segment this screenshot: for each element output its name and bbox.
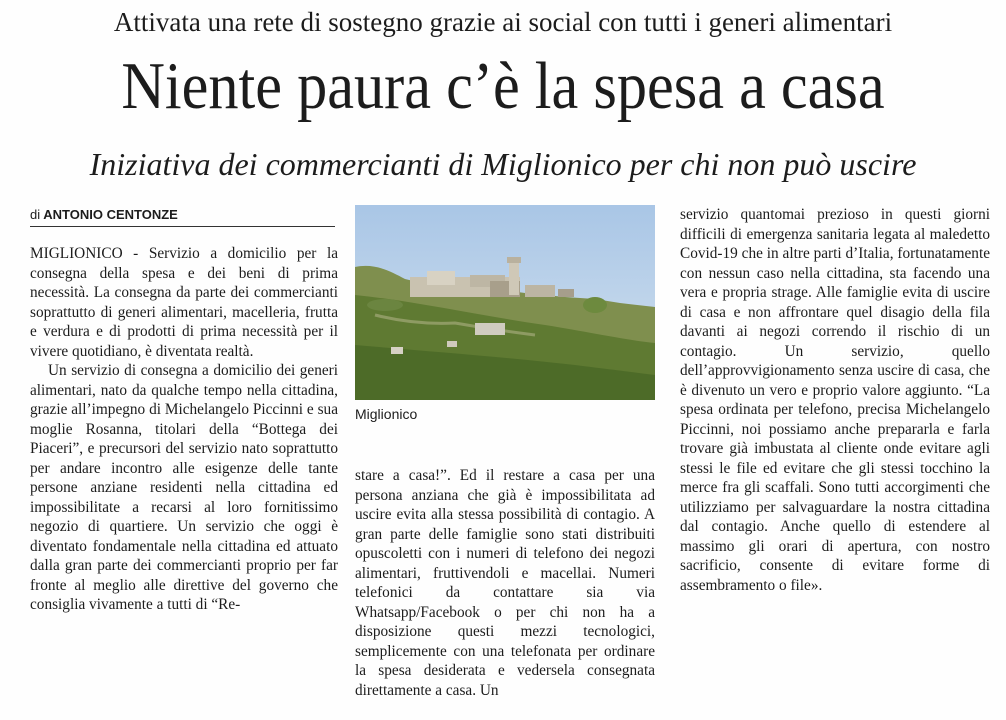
article-column-3 xyxy=(680,205,990,715)
paragraph-4: servizio quantomai prezioso in questi giorni difficili di emergenza sanitaria legata al maledetto Covid-19 che in altre parti d’Italia, fortunatamente con nessun caso nella cittadina, sta facendo una vera e propria strage. Alle famiglie evita di uscire di casa e non affrontare quel disagio della fila davanti ai negozi correndo il rischio di un contagio. Un servizio, quello dell’approvvigionamento senza uscire di casa, che è divenuto un vero e proprio valore aggiunto. “La spesa ordinata per telefono, precisa Michelangelo Piccinni, noi possiamo anche prepararla e farla trovare già imbustata al cliente onde evitare agli stessi le file ed evitare che gli stessi tocchino la merce fra gli scaffali. Sono tutti accorgimenti che utilizziamo per salvaguardare la nostra cittadina dal contagio. Anche quello di estendere al massimo gli orari di apertura, con nostro sacrificio, consente di evitare forme di assembramento o file». xyxy=(680,206,990,594)
paragraph-1: MIGLIONICO - Servizio a domicilio per la consegna della spesa e dei beni di prima necessità. La consegna da parte dei commercianti soprattutto di generi alimentari, macelleria, frutta e verdura e di prodotti di prima necessità per il vivere quotidiano, è diventata realtà. xyxy=(30,245,338,360)
photo-caption: Miglionico xyxy=(355,406,418,422)
article-kicker: Attivata una rete di sostegno grazie ai social con tutti i generi alimentari xyxy=(113,7,893,37)
paragraph-3: stare a casa!”. Ed il restare a casa per una persona anziana che già è impossibilitata ad uscire evita alla stessa possibilità di contagio. A gran parte delle famiglie sono stati distribuiti opuscoletti con i numeri di telefono dei negozi alimentari, fruttivendoli e macellai. Numeri telefonici da contattare sia via Whatsapp/Facebook o per chi non ha a disposizione questi mezzi tecnologici, semplicemente con una telefonata per ordinare la spesa desiderata e vedersela consegnata direttamente a casa. Un xyxy=(355,467,655,699)
article-column-2 xyxy=(355,466,655,711)
byline-author: ANTONIO CENTONZE xyxy=(43,207,178,222)
byline xyxy=(30,206,335,227)
article-headline: Niente paura c’è la spesa a casa xyxy=(121,49,885,123)
article-column-1 xyxy=(30,244,338,709)
paragraph-2: Un servizio di consegna a domicilio dei generi alimentari, nato da qualche tempo nella cittadina, grazie all’impegno di Michelangelo Piccinni e sua moglie Rosanna, titolari della “Bottega dei Piaceri”, e precursori del servizio nato soprattutto per andare incontro alle esigenze delle tante persone anziane residenti nella cittadina ed impossibilitate a recarsi al loro fornitissimo negozio di quartiere. Un servizio che oggi è diventato fondamentale nella cittadina ed attuato dalla gran parte dei commercianti proprio per far fronte al meglio alle direttive del governo che consiglia vivamente a tutti di “Re- xyxy=(30,362,338,613)
town-photo xyxy=(355,205,655,400)
byline-prefix: di xyxy=(30,207,41,222)
article-subheadline: Iniziativa dei commercianti di Miglionico per chi non può uscire xyxy=(89,146,917,182)
